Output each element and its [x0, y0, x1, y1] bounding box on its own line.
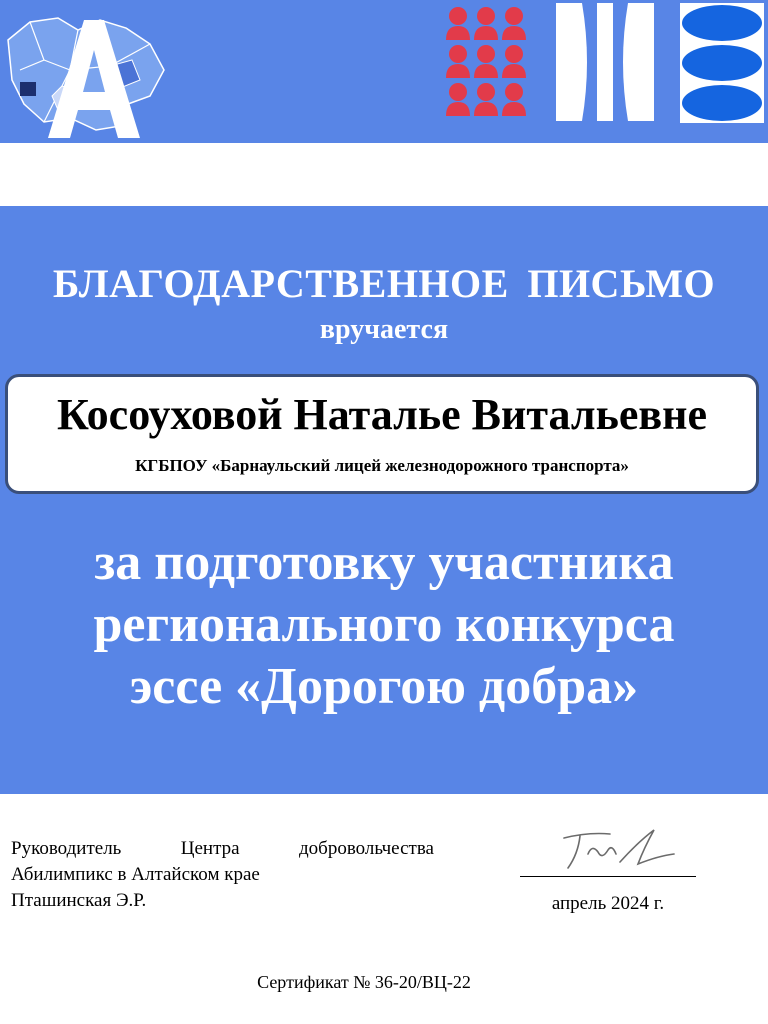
signer-block	[11, 836, 434, 914]
header-band	[0, 0, 768, 143]
awarded-line: вручается	[319, 314, 449, 345]
signature-rule	[520, 876, 696, 877]
award-reason-line: эссе «Дорогою добра»	[129, 658, 639, 715]
signer-word: Руководитель	[11, 838, 122, 859]
person-icon	[474, 83, 498, 116]
zh-letter-logo	[556, 3, 654, 121]
main-band	[0, 206, 768, 794]
abilympics-a-map-logo	[0, 0, 175, 143]
people-grid-icon	[445, 4, 527, 116]
certificate-number: Сертификат № 36-20/ВЦ-22	[257, 972, 471, 992]
person-icon	[502, 7, 526, 40]
person-icon	[502, 45, 526, 78]
person-icon	[474, 7, 498, 40]
award-reason	[0, 532, 768, 718]
person-icon	[446, 45, 470, 78]
recipient-organization: КГБПОУ «Барнаульский лицей железнодорожного транспорта»	[135, 456, 629, 475]
signer-title-line	[11, 836, 434, 862]
issue-date: апрель 2024 г.	[551, 893, 665, 914]
person-icon	[446, 7, 470, 40]
document-title: БЛАГОДАРСТВЕННОЕ ПИСЬМО	[52, 261, 716, 306]
award-reason-line: за подготовку участника	[94, 534, 674, 591]
signer-word: Центра	[180, 838, 240, 859]
recipient-box	[5, 374, 759, 494]
person-icon	[446, 83, 470, 116]
handwritten-signature	[558, 824, 678, 874]
recipient-name: Косоуховой Наталье Витальевне	[56, 390, 708, 439]
award-reason-line: регионального конкурса	[93, 596, 675, 653]
person-icon	[474, 45, 498, 78]
person-icon	[502, 83, 526, 116]
stacked-ovals-logo	[680, 3, 764, 123]
signer-name: Пташинская Э.Р.	[11, 890, 147, 911]
signer-word: добровольчества	[299, 838, 434, 859]
signer-organization-line: Абилимпикс в Алтайском крае	[11, 864, 260, 885]
